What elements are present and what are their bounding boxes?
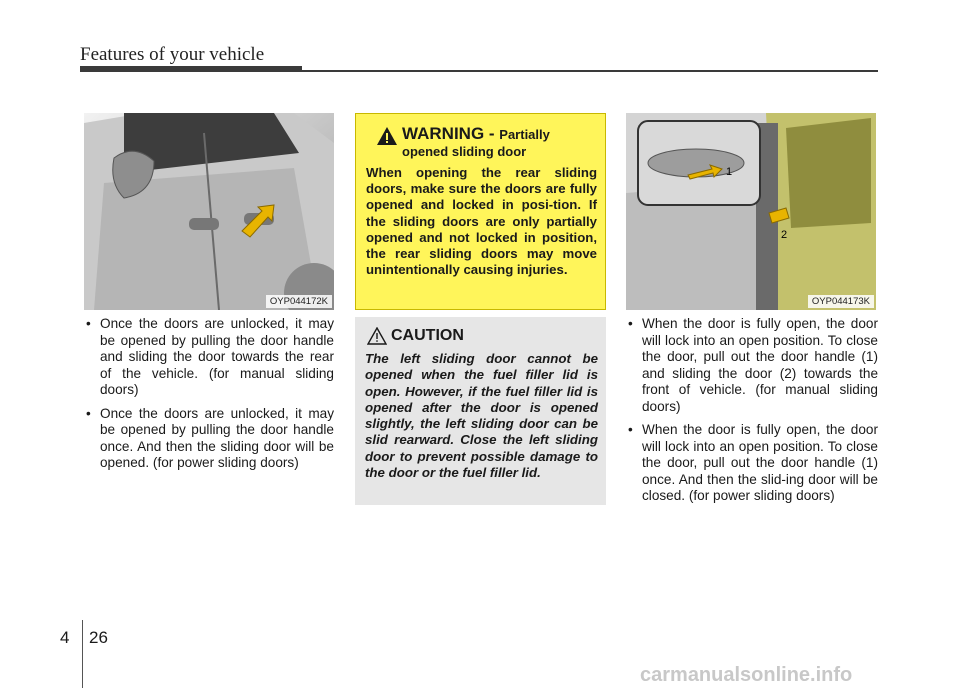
page-number: 26 <box>89 628 108 647</box>
watermark: carmanualsonline.info <box>640 664 853 686</box>
bullet-dot: • <box>628 316 633 331</box>
bullet-text: Once the doors are unlocked, it may be opened by pulling the door handle once. And then the sliding door will be opened. (for power sliding doors) <box>100 405 334 470</box>
warning-title: WARNING - <box>402 124 500 143</box>
warning-subtitle-1: Partially <box>499 127 550 142</box>
bullet-dot: • <box>86 405 91 421</box>
bullet-dot: • <box>628 422 633 437</box>
list-item <box>86 316 334 399</box>
figure-caption-right: OYP044173K <box>808 295 874 308</box>
caution-body: The left sliding door cannot be opened when the fuel filler lid is open. However, if the fuel filler lid is opened after the door is opened slightly, the left sliding door can be slid rearward. Close the left sliding door to prevent possible damage to the door or the fuel filler lid. <box>365 351 598 481</box>
bullet-text: When the door is fully open, the door will lock into an open position. To close the door, pull out the door handle (1) once. And then the slid-ing door will be closed. (for power sliding doors) <box>642 422 878 503</box>
page-header-title: Features of your vehicle <box>80 44 265 65</box>
figure-sliding-door-open <box>84 113 334 310</box>
footer-divider <box>82 620 83 688</box>
caution-title: CAUTION <box>391 327 464 344</box>
header-bar-thin <box>80 70 878 72</box>
warning-box <box>355 113 606 310</box>
figure-caption-left: OYP044172K <box>266 295 332 308</box>
bullet-text: When the door is fully open, the door will lock into an open position. To close the door, pull out the door handle (1) and sliding the door (2) towards the front of vehicle. (for manual sliding doors) <box>642 316 878 414</box>
warning-triangle-icon <box>376 126 398 146</box>
left-text-column <box>86 316 334 479</box>
caution-triangle-icon <box>367 327 387 345</box>
label-handle-1: 1 <box>726 166 733 178</box>
bullet-dot: • <box>86 316 91 331</box>
label-door-2: 2 <box>781 229 788 241</box>
van-open-door-illustration <box>626 113 876 310</box>
warning-heading <box>366 124 597 159</box>
caution-box <box>355 317 606 505</box>
figure-sliding-door-close <box>626 113 876 310</box>
caution-heading <box>365 327 598 345</box>
bullet-text: Once the doors are unlocked, it may be opened by pulling the door handle and sliding the door towards the rear of the vehicle. (for manual sliding doors) <box>100 316 334 397</box>
list-item <box>628 422 878 505</box>
page-section-number: 4 <box>60 628 70 647</box>
list-item <box>86 406 334 472</box>
right-text-column <box>628 316 878 512</box>
warning-body: When opening the rear sliding doors, make sure the doors are fully opened and locked in posi-tion. If the sliding doors are only partially opened and not locked in position, the rear sliding doors may move unintentionally causing injuries. <box>366 165 597 278</box>
list-item <box>628 316 878 415</box>
warning-subtitle-2: opened sliding door <box>402 144 527 159</box>
van-side-illustration <box>84 113 334 310</box>
